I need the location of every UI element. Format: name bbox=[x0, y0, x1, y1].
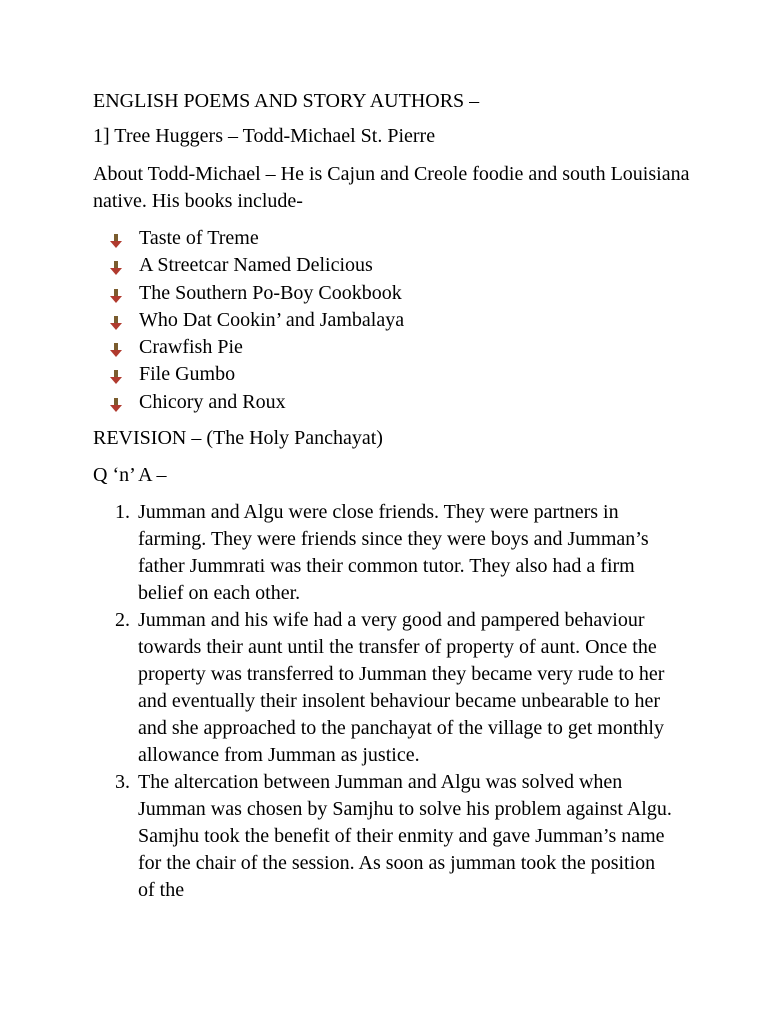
list-item bbox=[93, 769, 673, 904]
answer-number: 1. bbox=[115, 501, 130, 523]
revision-heading: REVISION – (The Holy Panchayat) bbox=[93, 427, 383, 449]
book-title: Chicory and Roux bbox=[139, 390, 286, 413]
books-list bbox=[110, 225, 404, 416]
book-title: The Southern Po-Boy Cookbook bbox=[139, 281, 402, 304]
arrow-bullet-icon bbox=[110, 316, 122, 330]
book-title: A Streetcar Named Delicious bbox=[139, 254, 373, 277]
answer-number: 3. bbox=[115, 771, 130, 793]
list-item bbox=[110, 389, 404, 416]
list-item bbox=[110, 361, 404, 388]
about-paragraph: About Todd-Michael – He is Cajun and Creole foodie and south Louisiana native. His books include- bbox=[93, 163, 690, 212]
list-item bbox=[110, 225, 404, 252]
book-title: Who Dat Cookin’ and Jambalaya bbox=[139, 308, 405, 331]
answer-number: 2. bbox=[115, 609, 130, 631]
answer-text: Jumman and Algu were close friends. They were partners in farming. They were friends since they were boys and Jumman’s father Jummrati was their common tutor. They also had a firm belief on each other. bbox=[138, 501, 649, 604]
book-title: Crawfish Pie bbox=[139, 336, 243, 359]
arrow-bullet-icon bbox=[110, 289, 122, 303]
qna-heading: Q ‘n’ A – bbox=[93, 464, 167, 486]
arrow-bullet-icon bbox=[110, 343, 122, 357]
arrow-bullet-icon bbox=[110, 370, 122, 384]
list-item bbox=[110, 280, 404, 307]
list-item bbox=[110, 334, 404, 361]
list-item bbox=[110, 252, 404, 279]
book-title: Taste of Treme bbox=[139, 227, 259, 249]
book-title: File Gumbo bbox=[139, 363, 236, 386]
arrow-bullet-icon bbox=[110, 234, 122, 248]
arrow-bullet-icon bbox=[110, 261, 122, 275]
document-heading: ENGLISH POEMS AND STORY AUTHORS – bbox=[93, 90, 480, 112]
answer-text: Jumman and his wife had a very good and pampered behaviour towards their aunt until the transfer of property of aunt. Once the property was transferred to Jumman they became very rude to her and eventually their insolent behaviour became unbearable to her and she approached to the panchayat of the village to get monthly allowance from Jumman as justice. bbox=[138, 609, 665, 766]
answer-text: The altercation between Jumman and Algu was solved when Jumman was chosen by Samjhu to solve his problem against Algu. Samjhu took the benefit of their enmity and gave Jumman’s name for the chair of the session. As soon as jumman took the position of the bbox=[138, 771, 672, 901]
arrow-bullet-icon bbox=[110, 398, 122, 412]
section-title: 1] Tree Huggers – Todd-Michael St. Pierre bbox=[93, 125, 436, 147]
list-item bbox=[110, 307, 404, 334]
list-item bbox=[93, 607, 673, 769]
answers-list bbox=[93, 499, 673, 904]
list-item bbox=[93, 499, 673, 607]
